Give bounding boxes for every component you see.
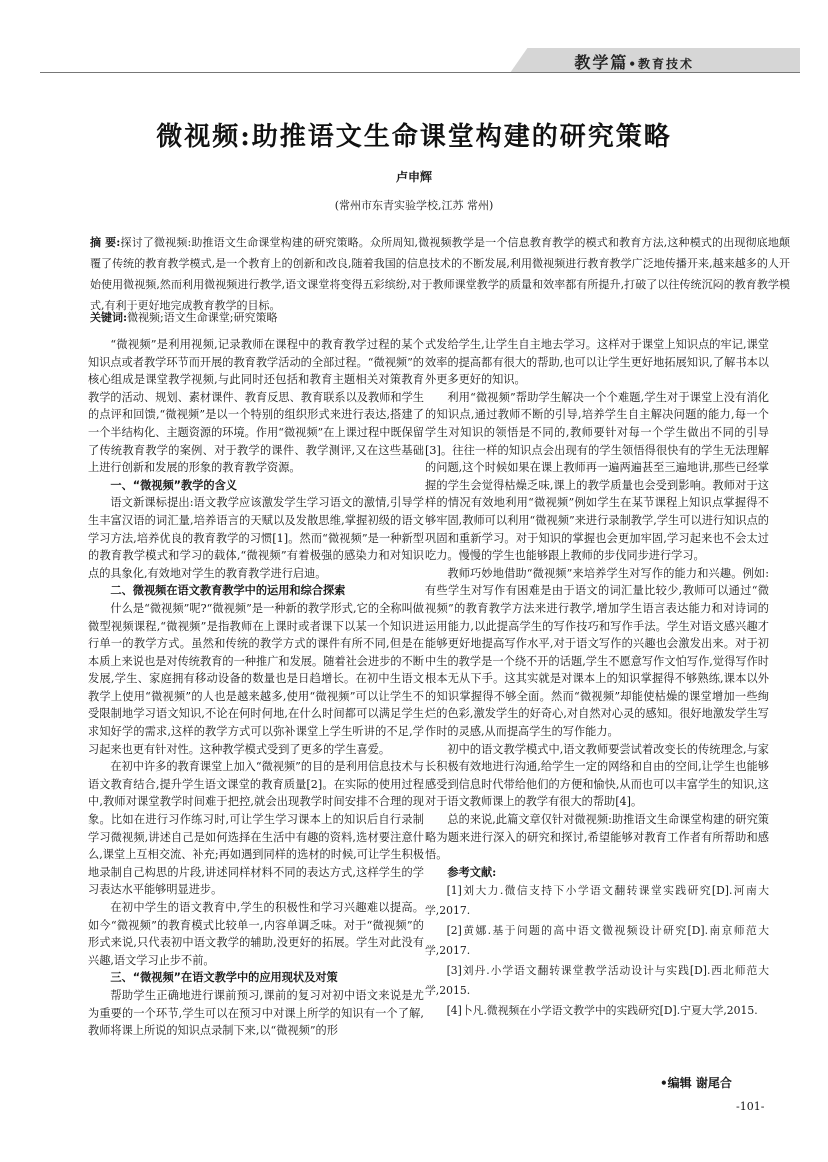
author-affiliation: (常州市东青实验学校,江苏 常州) [334, 199, 494, 212]
section-heading: 一、“微视频”教学的含义 [110, 478, 237, 492]
body-paragraph: 语文新课标提出:语文教学应该激发学生学习语文的激情,引导学生丰富汉语的词汇量,培养语言的天赋以及发散思维,掌握初级的语文学习方法,培养优良的教育教学的习惯[1]。然而“微视频”是一种新型的教育教学模式和学习的载体,“微视频”有着极强的感染力和对知识点的具象化,有效地对学生的教育教学进行启迪。 [88, 496, 424, 580]
body-paragraph: 利用“微视频”帮助学生解决一个个难题,学生对于课堂上没有消化的知识点,通过教师不断的引导,培养学生自主解决问题的能力,每一个学生对知识的领悟是不同的,教师要针对每一个学生做出不同的引导[3]。往往一样的知识点会出现有的学生领悟得很快有的学生无法理解的问题,这个时候如果在课上教师再一遍两遍甚至三遍地讲,那些已经掌握的学生会觉得枯燥乏味,课上的教学质量也会受到影响。教师对于这样的情况有效地利用“微视频”例如学生在某节课程上知识点掌握得不够牢固,教师可以利用“微视频”来进行录制教学,学生可以进行知识点的巩固和重新学习。对于知识的掌握也会更加牢固,学习起来也不会太过吃力。慢慢的学生也能够跟上教师的步伐同步进行学习。 [425, 390, 769, 563]
body-column-right [425, 336, 769, 1021]
body-paragraph: 总的来说,此篇文章仅针对微视频:助推语文生命课堂构建的研究策略为题来进行深入的研究和探讨,希望能够对教育工作者有所帮助和感悟。 [425, 813, 769, 862]
abstract [90, 232, 790, 316]
body-paragraph: 在初中学生的语文教育中,学生的积极性和学习兴趣难以提高。如今“微视频”的教育模式比较单一,内容单调乏味。对于“微视频”的形式来说,只代表初中语文教学的辅助,没更好的拓展。学生对此没有兴趣,语文学习止步不前。 [88, 901, 424, 967]
body-paragraph: 教师巧妙地借助“微视频”来培养学生对写作的能力和兴趣。例如:有些学生对写作有困难是由于语文的词汇量比较少,教师可以通过“微视频”的教育教学方法来进行教学,增加学生语言表达能力和对诗词的运用能力,以此提高学生的写作技巧和写作手法。学生对语文感兴趣才能够更好地提高写作水平,对于语文写作的兴趣也会激发出来。对于初中生的教学是一个绕不开的话题,学生不愿意写作文怕写作,觉得写作时根本无从下手。这其实就是对课本上的知识掌握得不够熟练,课本以外的知识掌握得不够全面。然而“微视频”却能使枯燥的课堂增加一些绚烂的色彩,激发学生的好奇心,对自然对心灵的感知。很好地激发学生写作时的灵感,从而提高学生的写作能力。 [425, 566, 769, 739]
section-heading: 二、微视频在语文教育教学中的运用和综合探索 [110, 584, 346, 598]
body-paragraph: 式发给学生,让学生自主地去学习。这样对于课堂上知识点的牢记,课堂效率的提高都有很大的帮助,也可以让学生更好地拓展知识,了解书本以外更多更好的知识。 [425, 338, 769, 387]
body-paragraph: 帮助学生正确地进行课前预习,课前的复习对初中语文来说是尤为重要的一个环节,学生可以在预习中对课上所学的知识有一个了解,教师将课上所说的知识点录制下来,以“微视频”的形 [88, 988, 424, 1038]
keywords-label: 关键词: [90, 311, 128, 324]
reference-item: [3]刘丹.小学语文翻转课堂教学活动设计与实践[D].西北师范大学,2015. [425, 964, 769, 998]
body-paragraph: 初中的语文教学模式中,语文教师要尝试着改变长的传统理念,与家长积极有效地进行沟通,给学生一定的网络和自由的空间,让学生也能够感受到信息时代带给他们的方便和愉快,从而也可以丰富学生的知识,这对于语文教师课上的教学有很大的帮助[4]。 [425, 742, 769, 809]
keywords [90, 309, 790, 327]
author-name: 卢申辉 [395, 170, 432, 184]
body-paragraph: “微视频”是利用视频,记录教师在课程中的教育教学过程的某个知识点或者教学环节而开展的教育教学活动的全部过程。“微视频”的核心组成是课堂教学视频,与此同时还包括和教育主题相关对策教育教学的活动、规划、素材课件、教育反思、教育联系以及教师和学生的点评和回馈,“微视频”是以一个特别的组织形式来进行表达,搭建了一个半结构化、主题资源的环境。作用“微视频”在上课过程中既保留了传统教育教学的案例、对于教学的课件、教学测评,又在这些基础上进行创新和发展的形象的教育教学资源。 [88, 338, 424, 475]
editor-credit: •编辑 谢尾合 [660, 1076, 732, 1090]
page-number: -101- [736, 1100, 765, 1113]
reference-item: [2]黄娜.基于问题的高中语文微视频设计研究[D].南京师范大学,2017. [425, 924, 769, 958]
body-column-left [88, 336, 424, 1040]
body-paragraph: 什么是“微视频”呢?“微视频”是一种新的教学形式,它的全称叫做微型视频课程,“微视频”是指教师在上课时或者课下以某一个知识进行单一的教学方式。虽然和传统的教学方式的课件有所不同,但是在本质上来说也是对传统教育的一种推广和发展。随着社会进步的不断发展,学生、家庭拥有移动设备的数量也是日趋增长。在初中生语文教学上使用“微视频”的人也是越来越多,使用“微视频”可以让学生不受限制地学习语文知识,不论在何时何地,在什么时间都可以满足学生求知好学的需求,这样的教学方式可以弥补课堂上学生听讲的不足,学习起来也更有针对性。这种教学模式受到了更多的学生喜爱。 [88, 601, 424, 756]
abstract-text: 探讨了微视频:助推语文生命课堂构建的研究策略。众所周知,微视频教学是一个信息教育教学的模式和教育方法,这种模式的出现彻底地颠覆了传统的教育教学模式,是一个教育上的创新和改良,随着我国的信息技术的不断发展,利用微视频进行教育教学广泛地传播开来,越来越多的人开始使用微视频,然而利用微视频进行教学,语文课堂将变得五彩缤纷,对于教师课堂教学的质量和效率都有所提升,打破了以往传统沉闷的教育教学模式,有利于更好地完成教育教学的目标。 [90, 236, 790, 312]
article-title: 微视频:助推语文生命课堂构建的研究策略 [156, 122, 672, 152]
keywords-text: 微视频;语文生命课堂;研究策略 [127, 311, 278, 324]
abstract-label: 摘 要: [90, 236, 121, 249]
running-header [40, 48, 800, 74]
body-paragraph: 在初中许多的教育课堂上加入“微视频”的目的是利用信息技术与语文教育结合,提升学生语文课堂的教育质量[2]。在实际的使用过程中,教师对课堂教学时间难于把控,就会出现教学时间安排不合理的现象。比如在进行习作练习时,可让学生学习课本上的知识后自行录制学习微视频,讲述自己是如何选择在生活中有趣的资料,选材要注意什么,课堂上互相交流、补充;再如遇到同样的选材的时候,可让学生积极地录制自己构思的片段,讲述同样材料不同的表达方式,这样学生的学习表达水平能够明显进步。 [88, 760, 424, 897]
references-heading: 参考文献: [447, 864, 497, 879]
section-heading: 三、“微视频”在语文教学中的应用现状及对策 [110, 971, 338, 985]
reference-item: [1]刘大力.微信支持下小学语文翻转课堂实践研究[D].河南大学,2017. [425, 884, 769, 918]
reference-item: [4]卜凡.微视频在小学语文教学中的实践研究[D].宁夏大学,2015. [446, 1004, 758, 1018]
header-section: 教学篇•教育技术 [574, 53, 694, 72]
